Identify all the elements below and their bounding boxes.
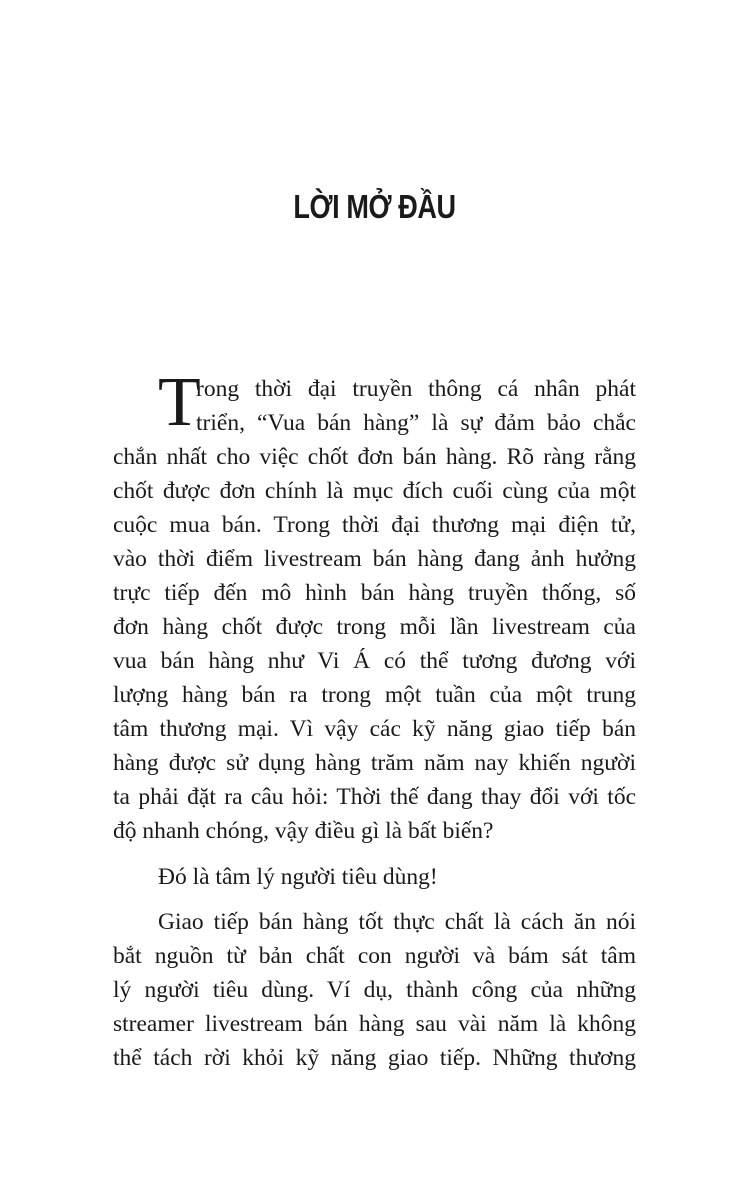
drop-cap-letter: T — [158, 364, 201, 441]
text-line: trực tiếp đến mô hình bán hàng truyền thống, số — [113, 580, 636, 606]
text-line: rong thời đại truyền thông cá nhân phát — [196, 376, 636, 402]
text-line: bắt nguồn từ bản chất con người và bám sát tâm — [113, 943, 636, 969]
text-line: Đó là tâm lý người tiêu dùng! — [158, 864, 438, 890]
text-line: cuộc mua bán. Trong thời đại thương mại điện tử, — [113, 512, 636, 538]
text-line: chắn nhất cho việc chốt đơn bán hàng. Rõ ràng rằng — [113, 444, 636, 470]
text-line: độ nhanh chóng, vậy điều gì là bất biến? — [113, 818, 494, 844]
text-line: vào thời điểm livestream bán hàng đang ảnh hưởng — [113, 546, 636, 572]
text-line: vua bán hàng như Vi Á có thể tương đương với — [113, 648, 636, 674]
text-line: tâm thương mại. Vì vậy các kỹ năng giao tiếp bán — [113, 716, 636, 742]
text-line: đơn hàng chốt được trong mỗi lần livestream của — [113, 614, 636, 640]
text-line: hàng được sử dụng hàng trăm năm nay khiến người — [113, 750, 636, 776]
text-line: ta phải đặt ra câu hỏi: Thời thế đang thay đổi với tốc — [113, 784, 636, 810]
paragraph-body — [113, 905, 636, 1075]
text-line: thể tách rời khỏi kỹ năng giao tiếp. Những thương — [113, 1045, 636, 1071]
text-line: triển, “Vua bán hàng” là sự đảm bảo chắc — [196, 410, 636, 436]
chapter-title: LỜI MỞ ĐẦU — [293, 188, 456, 225]
paragraph-statement — [113, 860, 636, 894]
dropcap-block — [113, 364, 636, 441]
text-line: lý người tiêu dùng. Ví dụ, thành công của những — [113, 977, 636, 1003]
text-line: chốt được đơn chính là mục đích cuối cùng của một — [113, 478, 636, 504]
paragraph-intro — [113, 364, 636, 848]
text-line: Giao tiếp bán hàng tốt thực chất là cách ăn nói — [158, 909, 636, 935]
text-line: lượng hàng bán ra trong một tuần của một trung — [113, 682, 636, 708]
text-line: streamer livestream bán hàng sau vài năm là không — [113, 1011, 636, 1037]
